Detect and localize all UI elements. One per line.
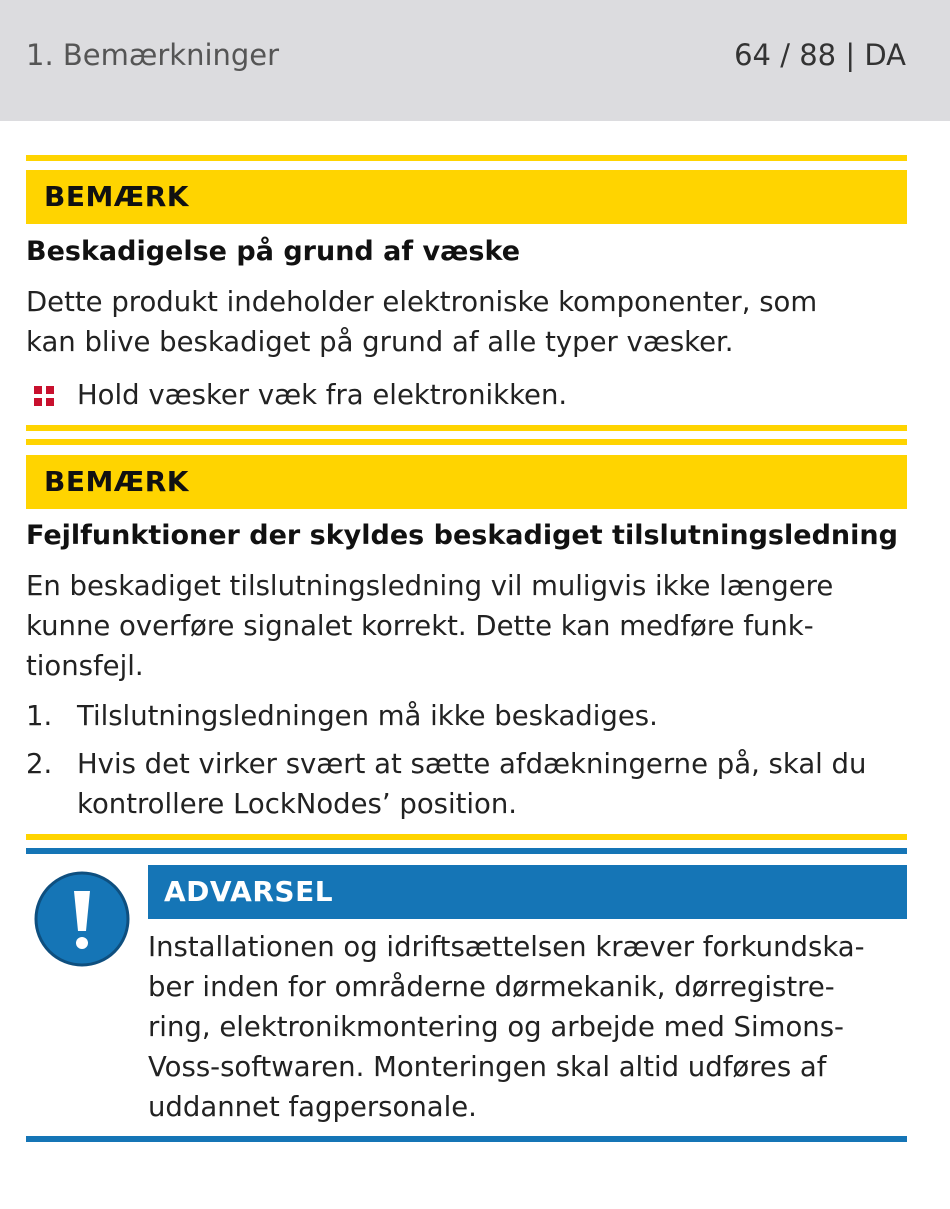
step-text: kontrollere LockNodes’ position. bbox=[77, 788, 518, 820]
notice-line: En beskadiget tilslutningsledning vil muligvis ikke længere bbox=[26, 570, 834, 602]
notice-body bbox=[26, 566, 916, 686]
warning-body bbox=[148, 927, 918, 1127]
notice-body bbox=[26, 282, 916, 362]
bullet-text: Hold væsker væk fra elektronikken. bbox=[77, 379, 568, 411]
notice-bottom-rule bbox=[26, 834, 907, 840]
notice-line: kan blive beskadiget på grund af alle typer væsker. bbox=[26, 326, 734, 358]
page-number: 64 / 88 | DA bbox=[734, 38, 906, 72]
section-title: 1. Bemærkninger bbox=[26, 38, 280, 72]
warning-line: Voss-softwaren. Monteringen skal altid udføres af bbox=[148, 1051, 827, 1083]
notice-bottom-rule bbox=[26, 425, 907, 431]
step-text: Hvis det virker svært at sætte afdækningerne på, skal du bbox=[77, 748, 867, 780]
notice-line: tionsfejl. bbox=[26, 650, 144, 682]
notice-top-rule bbox=[26, 155, 907, 161]
notice-title: Beskadigelse på grund af væske bbox=[26, 236, 521, 267]
warning-top-rule bbox=[26, 848, 907, 854]
warning-line: ring, elektronikmontering og arbejde med Simons- bbox=[148, 1011, 844, 1043]
notice-banner bbox=[26, 170, 907, 224]
notice-banner bbox=[26, 455, 907, 509]
notice-title: Fejlfunktioner der skyldes beskadiget tilslutningsledning bbox=[26, 520, 898, 551]
red-grid-bullet-icon bbox=[34, 386, 54, 406]
notice-label: BEMÆRK bbox=[44, 465, 189, 498]
warning-label: ADVARSEL bbox=[164, 875, 334, 908]
exclamation-icon bbox=[34, 871, 130, 967]
warning-bottom-rule bbox=[26, 1136, 907, 1142]
notice-label: BEMÆRK bbox=[44, 180, 189, 213]
page-header bbox=[0, 0, 950, 121]
notice-top-rule bbox=[26, 439, 907, 445]
warning-banner bbox=[148, 865, 907, 919]
warning-line: ber inden for områderne dørmekanik, dørregistre- bbox=[148, 971, 835, 1003]
warning-line: Installationen og idriftsættelsen kræver forkundska- bbox=[148, 931, 865, 963]
step-number: 2. bbox=[26, 748, 53, 780]
step-text: Tilslutningsledningen må ikke beskadiges. bbox=[77, 700, 658, 732]
notice-line: kunne overføre signalet korrekt. Dette kan medføre funk- bbox=[26, 610, 814, 642]
notice-line: Dette produkt indeholder elektroniske komponenter, som bbox=[26, 286, 818, 318]
warning-line: uddannet fagpersonale. bbox=[148, 1091, 477, 1123]
step-number: 1. bbox=[26, 700, 53, 732]
